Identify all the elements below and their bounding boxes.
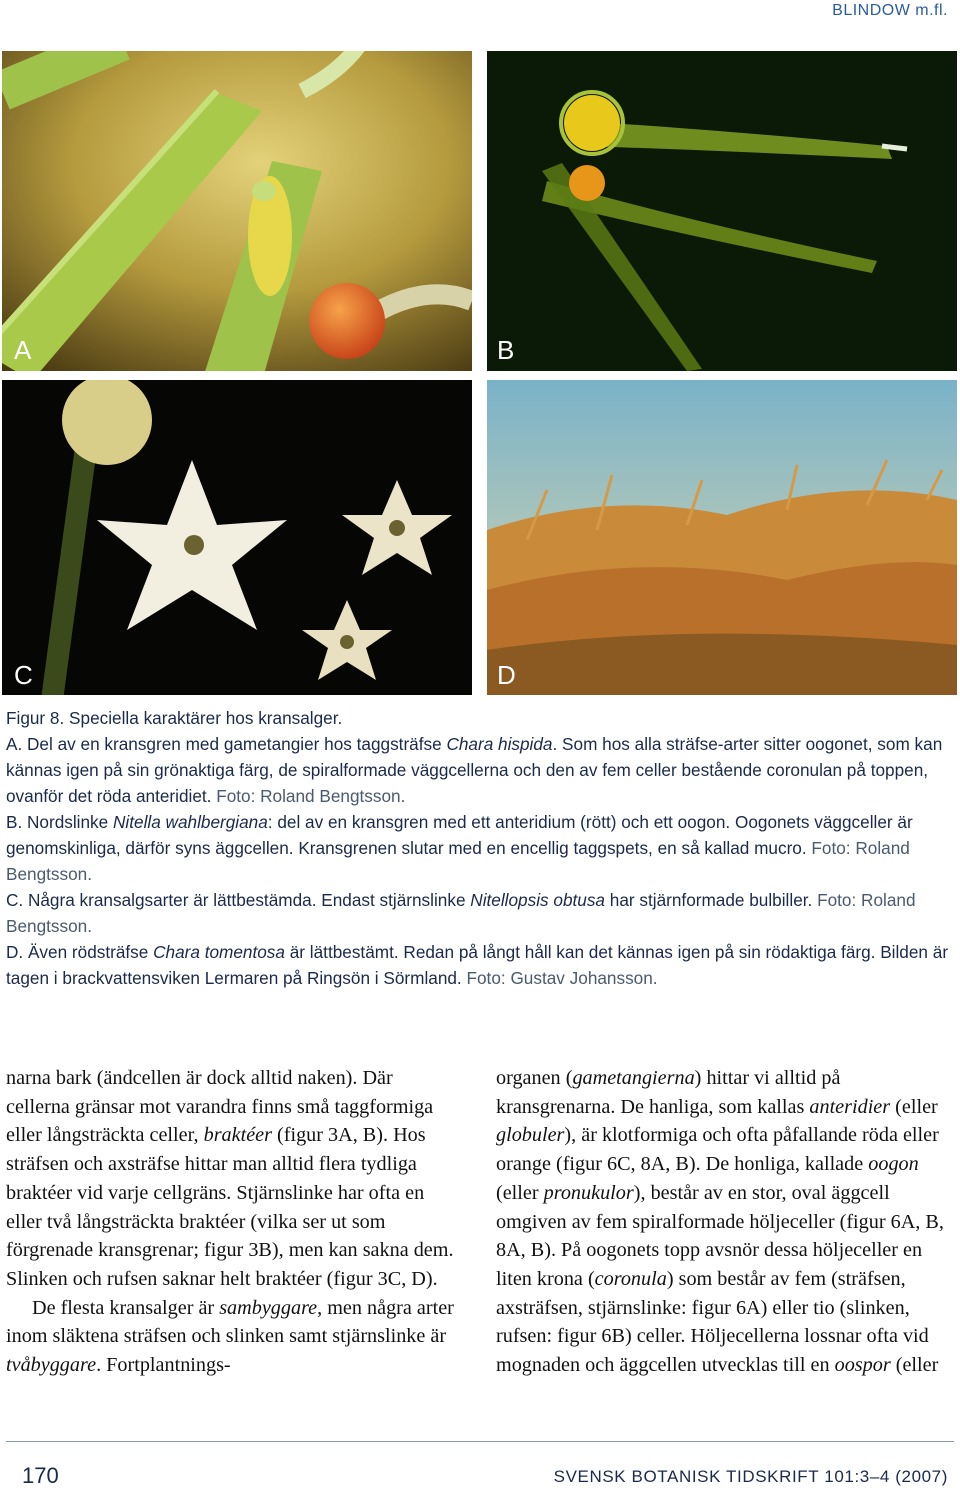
chara-tomentosa-meadow-photo	[487, 380, 957, 695]
body-paragraph: organen (gametangierna) hittar vi alltid på kransgrenarna. De hanliga, som kallas anteridier (eller globuler), är klotformiga och ofta påfallande röda eller orange (figur 6C, 8A, B). De honliga, kallade oogon (eller pronukulor), består av en stor, oval äggcell omgiven av fem spiralformade höljeceller (figur 6A, B, 8A, B). På oogonets topp avsnör dessa höljeceller en liten krona (coronula) som består av fem (sträfsen, axsträfsen, stjärnslinke: figur 6A) eller tio (slinken, rufsen: figur 6B) celler. Höljecellerna lossnar ofta vid mognaden och äggcellen utvecklas till en oospor (eller	[496, 1067, 944, 1377]
body-paragraph: narna bark (ändcellen är dock alltid naken). Där cellerna gränsar mot varandra finns små taggformiga eller långsträckta celler, braktéer (figur 3A, B). Hos sträfsen och axsträfse hittar man alltid flera tydliga braktéer vid varje cellgräns. Stjärnslinke har ofta en eller två långsträckta braktéer (vilka ser ut som förgrenade kransgrenar; figur 3B), men kan sakna dem. Slinken och rufsen saknar helt braktéer (figur 3C, D).	[6, 1067, 454, 1290]
nitella-wahlbergiana-photo	[487, 51, 957, 371]
photo-panel-a	[2, 51, 472, 371]
body-paragraph: De flesta kransalger är sambyggare, men några arter inom släktena sträfsen och slinken samt stjärnslinke är tvåbyggare. Fortplantnings-	[6, 1296, 454, 1377]
journal-reference: SVENSK BOTANISK TIDSKRIFT 101:3–4 (2007)	[553, 1467, 948, 1486]
body-column-left	[6, 1064, 456, 1380]
body-column-right	[496, 1064, 946, 1380]
running-head: BLINDOW m.fl.	[832, 2, 948, 19]
panel-label-c: C	[14, 660, 33, 690]
photo-panel-d	[487, 380, 957, 695]
caption-a: A. Del av en kransgren med gametangier hos taggsträfse Chara hispida. Som hos alla sträfse-arter sitter oogonet, som kan kännas igen på sin grönaktiga färg, de spiralformade väggcellerna och den av fem celler bestående coronulan på toppen, ovanför det röda anteridiet. Foto: Roland Bengtsson.	[6, 734, 943, 806]
caption-c: C. Några kransalgsarter är lättbestämda. Endast stjärnslinke Nitellopsis obtusa har stjärnformade bulbiller. Foto: Roland Bengtsson.	[6, 890, 916, 936]
photo-panel-b	[487, 51, 957, 371]
panel-label-d: D	[497, 660, 516, 690]
page-number: 170	[22, 1463, 59, 1488]
panel-label-b: B	[497, 335, 515, 365]
panel-label-a: A	[14, 335, 32, 365]
footer-rule	[6, 1441, 954, 1442]
caption-d: D. Även rödsträfse Chara tomentosa är lättbestämt. Redan på långt håll kan det kännas igen på sin rödaktiga färg. Bilden är tagen i brackvattensviken Lermaren på Ringsön i Sörmland. Foto: Gustav Johansson.	[6, 942, 949, 988]
figure-caption	[6, 705, 954, 991]
caption-b: B. Nordslinke Nitella wahlbergiana: del av en kransgren med ett anteridium (rött) och ett oogon. Oogonets väggceller är genomskinliga, därför syns äggcellen. Kransgrenen slutar med en encellig taggspets, en så kallad mucro. Foto: Roland Bengtsson.	[6, 812, 913, 884]
caption-title: Figur 8. Speciella karaktärer hos kransalger.	[6, 708, 343, 728]
photo-panel-c	[2, 380, 472, 695]
chara-hispida-photo	[2, 51, 472, 371]
nitellopsis-bulbils-photo	[2, 380, 472, 695]
